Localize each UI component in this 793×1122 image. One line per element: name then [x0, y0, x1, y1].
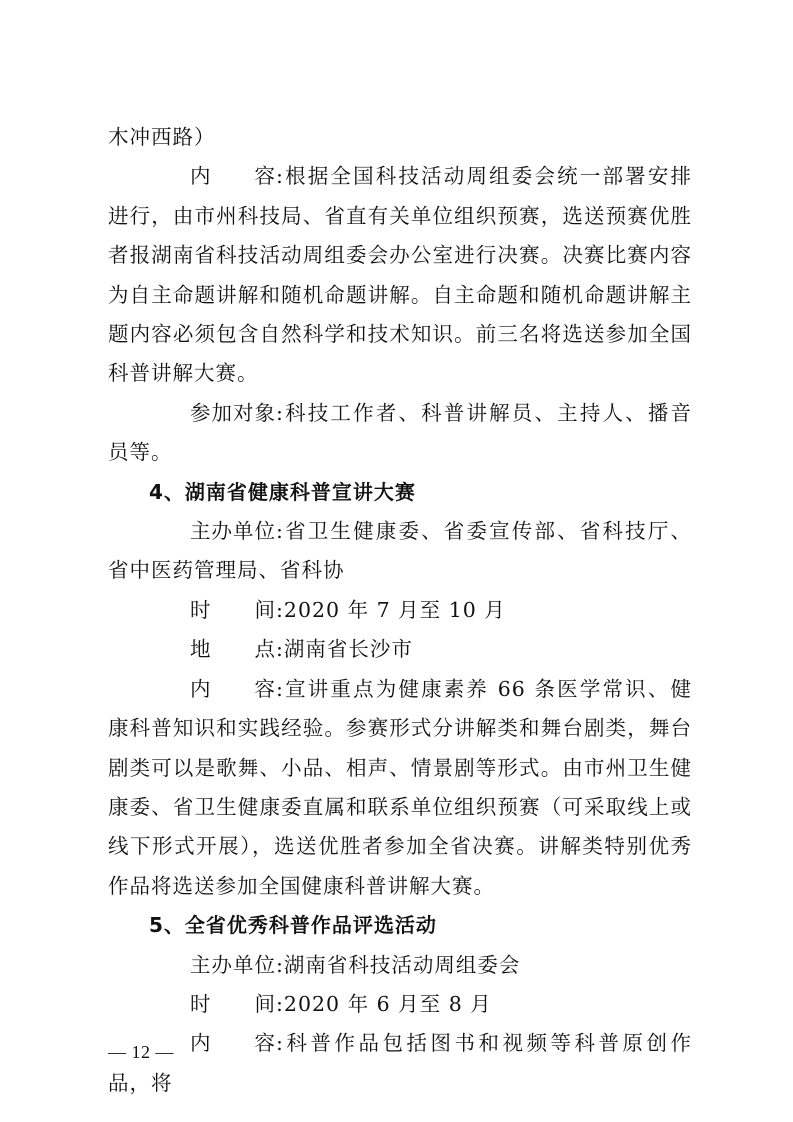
field-value-content: 科普作品包括图书和视频等科普原创作品，将: [108, 1031, 692, 1095]
field-value-organizer: 省卫生健康委、省委宣传部、省科技厅、省中医药管理局、省科协: [108, 519, 692, 583]
document-body: [108, 118, 692, 1103]
paragraph-text: 木冲西路）: [108, 125, 216, 149]
paragraph-address-continuation: [108, 118, 692, 157]
field-label-content: 内 容:: [190, 1031, 284, 1056]
paragraph-health-content: [108, 670, 692, 906]
field-label-organizer: 主办单位:: [190, 519, 284, 544]
field-value-time: 2020 年 6 月至 8 月: [283, 991, 492, 1016]
section-heading-5: [108, 906, 692, 945]
paragraph-contest-content: [108, 157, 692, 393]
paragraph-organizer: [108, 512, 692, 591]
heading-text: 4、湖南省健康科普宣讲大赛: [149, 479, 416, 504]
field-value-content: 宣讲重点为健康素养 66 条医学常识、健康科普知识和实践经验。参赛形式分讲解类和舞台剧类，舞台剧类可以是歌舞、小品、相声、情景剧等形式。由市州卫生健康委、省卫生健康委直属和联系单位组织预赛（可采取线上或线下形式开展），选送优胜者参加全省决赛。讲解类特别优秀作品将选送参加全国健康科普讲解大赛。: [108, 676, 692, 898]
paragraph-time: [108, 591, 692, 630]
section-heading-4: [108, 473, 692, 512]
field-label-content: 内 容:: [190, 676, 284, 701]
page-number: — 12 —: [108, 1042, 174, 1062]
paragraph-works-content: [108, 1024, 692, 1103]
heading-text: 5、全省优秀科普作品评选活动: [149, 913, 437, 938]
field-value-participants: 科技工作者、科普讲解员、主持人、播音员等。: [108, 400, 692, 465]
field-label-time: 时 间:: [190, 991, 284, 1016]
field-label-time: 时 间:: [190, 597, 284, 622]
field-label-location: 地 点:: [190, 637, 284, 662]
field-label-organizer: 主办单位:: [190, 952, 284, 977]
field-value-organizer: 湖南省科技活动周组委会: [283, 952, 521, 977]
paragraph-time-2: [108, 985, 692, 1024]
field-value-content: 根据全国科技活动周组委会统一部署安排进行，由市州科技局、省直有关单位组织预赛，选送预赛优胜者报湖南省科技活动周组委会办公室进行决赛。决赛比赛内容为自主命题讲解和随机命题讲解。自主命题和随机命题讲解主题内容必须包含自然科学和技术知识。前三名将选送参加全国科普讲解大赛。: [108, 164, 692, 386]
field-value-time: 2020 年 7 月至 10 月: [283, 597, 506, 622]
paragraph-organizer-2: [108, 946, 692, 985]
field-label-content: 内 容:: [190, 164, 284, 189]
paragraph-participants: [108, 394, 692, 473]
paragraph-location: [108, 630, 692, 669]
field-value-location: 湖南省长沙市: [283, 637, 413, 662]
field-label-participants: 参加对象:: [190, 400, 284, 425]
